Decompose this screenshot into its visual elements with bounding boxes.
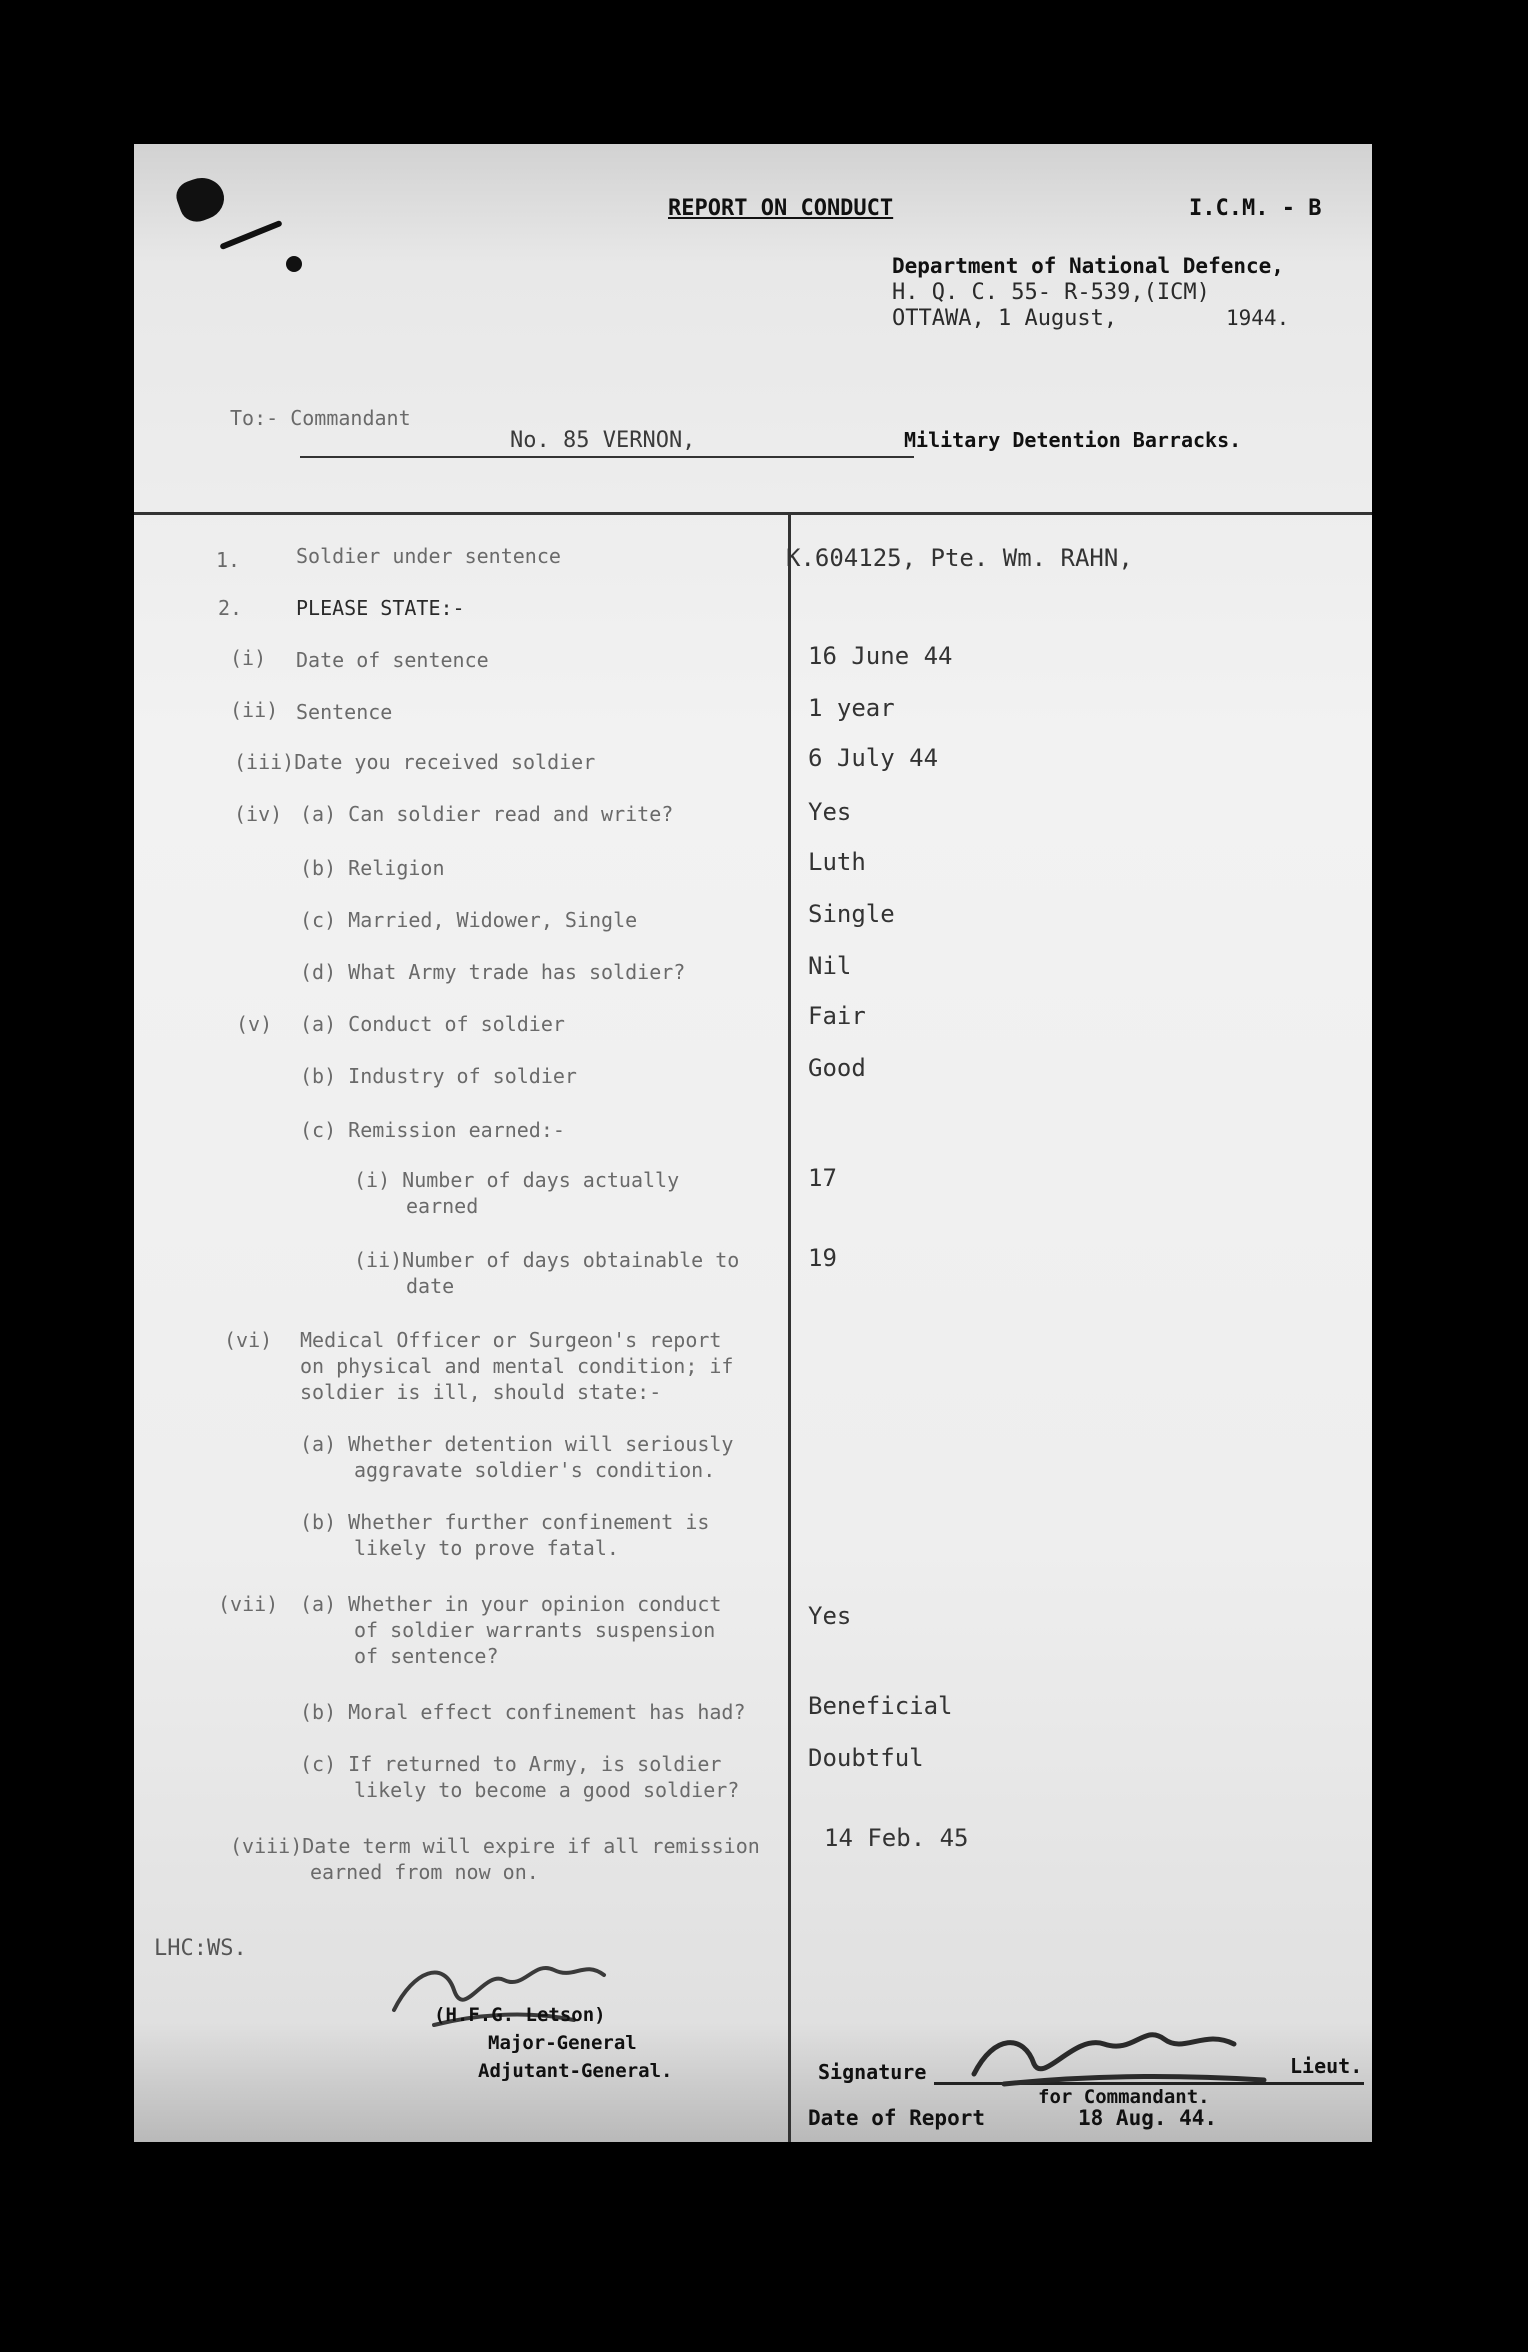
item-number: (ii) [230,698,279,722]
signer-title: Adjutant-General. [478,2060,673,2082]
question-label: Soldier under sentence [296,544,561,568]
signature-label: Signature [818,2060,927,2084]
commandant-signature [964,2014,1284,2094]
answer-value: K.604125, Pte. Wm. RAHN, [786,544,1133,572]
signer-name: (H.F.G. Letson) [434,2004,606,2026]
answer-value: 14 Feb. 45 [824,1824,969,1852]
question-label: (a) Whether in your opinion conduct [300,1592,722,1616]
question-label: PLEASE STATE:- [296,596,465,620]
question-label: (iii)Date you received soldier [234,750,596,774]
question-label: Medical Officer or Surgeon's report [300,1328,722,1352]
question-label: (ii)Number of days obtainable to [354,1248,740,1272]
question-label: of sentence? [354,1644,499,1668]
item-number: (vii) [218,1592,279,1616]
answer-value: Nil [808,952,852,980]
to-label: To:- Commandant [230,406,411,430]
signature-suffix: Lieut. [1290,2054,1363,2078]
unit-number: No. 85 VERNON, [510,428,696,453]
answer-value: Yes [808,1602,852,1630]
question-label: earned from now on. [310,1860,539,1884]
question-label: aggravate soldier's condition. [354,1458,716,1482]
table-top-rule [134,512,1372,515]
question-label: Sentence [296,700,393,724]
question-label: (c) Remission earned:- [300,1118,565,1142]
typist-initials: LHC:WS. [154,1936,247,1961]
question-label: of soldier warrants suspension [354,1618,716,1642]
question-label: likely to prove fatal. [354,1536,619,1560]
ink-stroke [219,220,282,250]
document-title: REPORT ON CONDUCT [668,196,894,221]
question-label: (c) Married, Widower, Single [300,908,638,932]
answer-value: 6 July 44 [808,744,939,772]
signer-rank: Major-General [488,2032,637,2054]
answer-value: Fair [808,1002,866,1030]
answer-value: 19 [808,1244,837,1272]
file-reference: H. Q. C. 55- R-539,(ICM) [892,280,1210,305]
question-label: on physical and mental condition; if [300,1354,734,1378]
to-underline [300,456,914,458]
report-year: 1944. [1226,306,1290,330]
question-label: (a) Conduct of soldier [300,1012,565,1036]
answer-value: 16 June 44 [808,642,953,670]
question-label: date [406,1274,455,1298]
question-label: (b) Moral effect confinement has had? [300,1700,746,1724]
item-number: (i) [230,646,267,670]
ink-dot [286,256,302,272]
item-number: (iv) [234,802,283,826]
question-label: (i) Number of days actually [354,1168,680,1192]
answer-value: Yes [808,798,852,826]
question-label: (b) Whether further confinement is [300,1510,710,1534]
item-number: 1. [216,548,241,572]
column-divider [788,514,791,2142]
form-code: I.C.M. - B [1189,196,1322,221]
question-label: soldier is ill, should state:- [300,1380,662,1404]
question-label: (a) Whether detention will seriously [300,1432,734,1456]
item-number: (v) [236,1012,273,1036]
department-name: Department of National Defence, [892,254,1284,278]
answer-value: 17 [808,1164,837,1192]
question-label: likely to become a good soldier? [354,1778,740,1802]
commandant-label: for Commandant. [1038,2086,1210,2108]
question-label: (viii)Date term will expire if all remission [230,1834,760,1858]
report-date-label: Date of Report [808,2106,986,2130]
question-label: (d) What Army trade has soldier? [300,960,686,984]
question-label: (b) Industry of soldier [300,1064,577,1088]
report-date: 18 Aug. 44. [1078,2106,1218,2130]
answer-value: Luth [808,848,866,876]
item-number: (vi) [224,1328,273,1352]
item-number: 2. [218,596,243,620]
question-label: (b) Religion [300,856,445,880]
question-label: (a) Can soldier read and write? [300,802,674,826]
answer-value: 1 year [808,694,895,722]
answer-value: Single [808,900,895,928]
place-date: OTTAWA, 1 August, [892,306,1118,331]
unit-name: Military Detention Barracks. [904,428,1242,452]
question-label: Date of sentence [296,648,489,672]
document-page [134,144,1372,2142]
question-label: (c) If returned to Army, is soldier [300,1752,722,1776]
ink-blot [172,171,230,226]
question-label: earned [406,1194,479,1218]
answer-value: Beneficial [808,1692,953,1720]
answer-value: Doubtful [808,1744,924,1772]
answer-value: Good [808,1054,866,1082]
